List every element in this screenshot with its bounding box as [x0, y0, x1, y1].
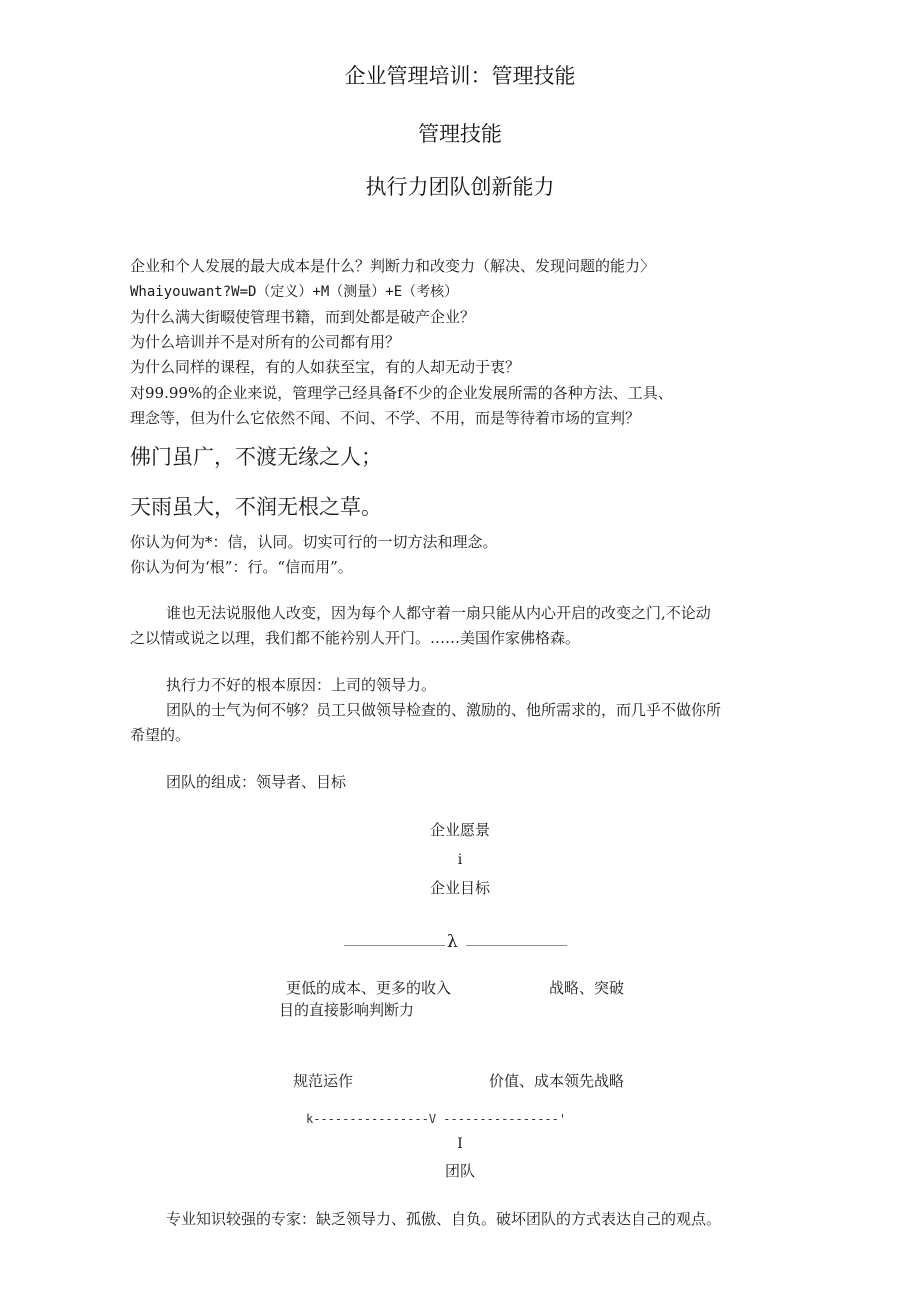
down-arrow-icon: i	[457, 852, 463, 868]
exec-line: 希望的。	[130, 726, 191, 744]
quote-line: 之以情或说之以理，我们都不能衿别人开门。……美国作家佛格森。	[130, 629, 581, 647]
intro-line: Whaiyouwant?W=D（定义）+M（测量）+E（考核）	[130, 284, 459, 300]
split-line-left: ____________	[344, 930, 446, 946]
up-arrow-icon: I	[457, 1136, 463, 1152]
diagram-right-op: 价值、成本领先战略	[489, 1072, 625, 1090]
split-line-right: ____________	[466, 930, 568, 946]
diagram-left-goal: 更低的成本、更多的收入	[286, 979, 452, 997]
doc-subtitle: 管理技能	[418, 122, 502, 146]
doc-title: 企业管理培训：管理技能	[344, 64, 576, 88]
intro-line: 理念等，但为什么它依然不闻、不问、不学、不用，而是等待着市场的宣判？	[130, 409, 641, 427]
split-arrow-icon: λ	[447, 932, 458, 952]
intro-line: 为什么同样的课程，有的人如获至宝，有的人却无动于衷？	[130, 358, 521, 376]
intro-line: 为什么满大街畷使管理书籍，而到处都是破产企业？	[130, 308, 476, 326]
diagram-right-goal: 战略、突破	[549, 979, 625, 997]
team-composition: 团队的组成：领导者、目标	[166, 773, 347, 791]
diagram-left-goal-2: 目的直接影响判断力	[279, 1001, 415, 1019]
exec-line: 团队的士气为何不够？员工只做领导检查的、激励的、他所需求的，而几乎不做你所	[166, 701, 722, 719]
exec-line: 执行力不好的根本原因：上司的领导力。	[166, 676, 437, 694]
root-line: 你认为何为‘根”：行。“信而用”。	[130, 558, 353, 576]
intro-line: 对99.99%的企业来说，管理学己经具备f不少的企业发展所需的各种方法、工具、	[130, 384, 673, 402]
expert-line: 专业知识较强的专家：缺乏领导力、孤傲、自负。破坏团队的方式表达自己的观点。	[166, 1210, 722, 1228]
diagram-left-op: 规范运作	[293, 1072, 354, 1090]
intro-line: 企业和个人发展的最大成本是什么？判断力和改变力（解决、发现问题的能力〉	[130, 257, 656, 275]
quote-line: 谁也无法说服他人改变，因为每个人都守着一扇只能从内心开启的改变之门,不论动	[166, 604, 711, 622]
doc-subtitle-2: 执行力团队创新能力	[365, 175, 555, 199]
diagram-goal: 企业目标	[429, 879, 490, 897]
diagram-vision: 企业愿景	[429, 821, 490, 839]
intro-line: 为什么培训并不是对所有的公司都有用？	[130, 333, 401, 351]
proverb-line: 天雨虽大，不润无根之草。	[130, 495, 382, 519]
diagram-team: 团队	[444, 1162, 475, 1180]
merge-line: k----------------V ----------------'	[306, 1112, 567, 1126]
proverb-line: 佛门虽广，不渡无缘之人；	[130, 445, 382, 469]
root-line: 你认为何为*：信，认同。切实可行的一切方法和理念。	[130, 533, 498, 551]
